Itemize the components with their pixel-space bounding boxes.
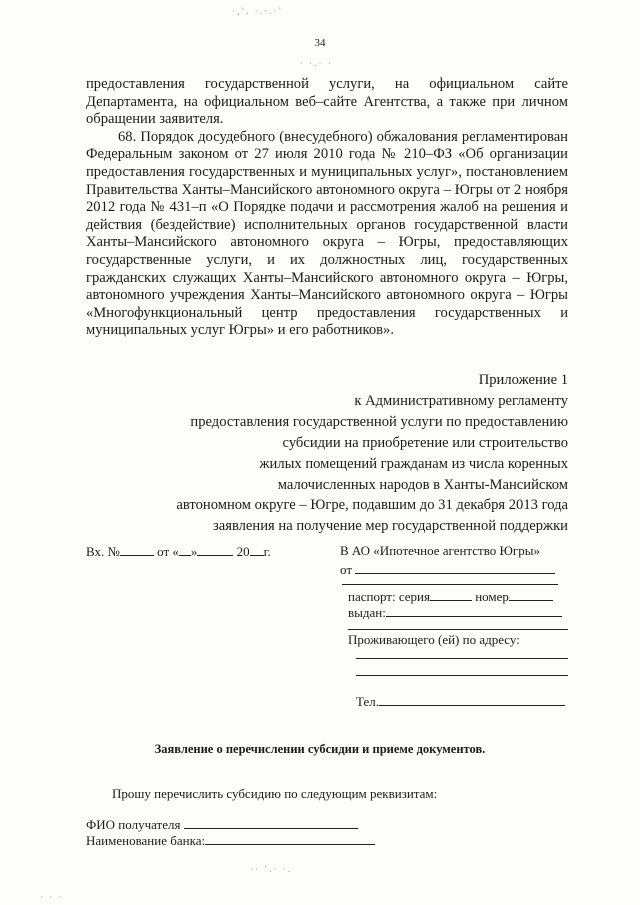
scan-smudge-top: ·,’. ·.·.·’ bbox=[232, 6, 284, 16]
applicant-name-blank[interactable] bbox=[355, 561, 555, 574]
paragraph-continuation: предоставления государственной услуги, на официальном сайте Департамента, на официальном веб–сайте Агентства, а также при личном обращении заявителя. bbox=[86, 76, 568, 128]
appendix-line: малочисленных народов в Ханты-Мансийском bbox=[277, 476, 568, 493]
scan-smudge-mid: · ·.· · bbox=[300, 58, 333, 68]
address-line-1[interactable] bbox=[356, 658, 568, 659]
phone-blank[interactable] bbox=[379, 693, 565, 706]
paragraph-68: 68. Порядок досудебного (внесудебного) обжалования регламентирован Федеральным законом от 27 июля 2010 года № 210–ФЗ «Об организации предоставления государственных и муниципальных услуг», постановлением Правительства Ханты–Мансийского автономного округа – Югры от 2 ноября 2012 года № 431–п «О Порядке подачи и рассмотрения жалоб на решения и действия (бездействие) исполнительных органов государственной власти Ханты–Мансийского автономного округа – Югры, предоставляющих государственные услуги, и их должностных лиц, государственных гражданских служащих Ханты–Мансийского автономного округа – Югры, автономного учреждения Ханты–Мансийского автономного округа – Югры «Многофункциональный центр предоставления государственных и муниципальных услуг Югры» и его работников». bbox=[86, 128, 568, 339]
addressee: В АО «Ипотечное агентство Югры» bbox=[340, 543, 540, 558]
reg-year-blank[interactable] bbox=[250, 543, 264, 556]
page-number: 34 bbox=[314, 37, 326, 49]
address-line-2[interactable] bbox=[356, 675, 568, 676]
registration-number-line: Вх. № от « » 20 г. bbox=[86, 544, 271, 559]
recipient-name-blank[interactable] bbox=[184, 816, 358, 829]
appendix-line: к Административному регламенту bbox=[354, 392, 568, 409]
appendix-line: Приложение 1 bbox=[478, 372, 568, 388]
phone-field: Тел. bbox=[356, 693, 565, 710]
request-text: Прошу перечислить субсидию по следующим реквизитам: bbox=[112, 786, 438, 801]
passport-series-blank[interactable] bbox=[430, 588, 472, 601]
reg-day-blank[interactable] bbox=[179, 543, 191, 556]
passport-field: паспорт: серия номер bbox=[348, 588, 553, 605]
residing-address-label: Проживающего (ей) по адресу: bbox=[348, 632, 520, 647]
appendix-header bbox=[120, 370, 568, 537]
from-field: от bbox=[340, 561, 555, 578]
appendix-line: субсидии на приобретение или строительство bbox=[282, 434, 568, 451]
body-text bbox=[86, 76, 568, 340]
issued-by-line-2[interactable] bbox=[348, 629, 568, 630]
statement-title: Заявление о перечислении субсидии и приеме документов. bbox=[154, 742, 486, 756]
reg-number-blank[interactable] bbox=[120, 543, 154, 556]
appendix-line: предоставления государственной услуги по предоставлению bbox=[190, 413, 568, 430]
bank-name-blank[interactable] bbox=[205, 832, 375, 845]
applicant-name-line-2[interactable] bbox=[342, 584, 558, 585]
appendix-line: заявления на получение мер государственной поддержки bbox=[213, 518, 568, 535]
reg-month-blank[interactable] bbox=[197, 543, 233, 556]
bank-name-field: Наименование банка: bbox=[86, 832, 375, 849]
scan-smudge-corner: · · · bbox=[40, 892, 64, 902]
scan-smudge-bottom: ·· ’.· ·. bbox=[250, 864, 292, 874]
appendix-line: жилых помещений гражданам из числа коренных bbox=[259, 455, 568, 472]
issued-by-blank[interactable] bbox=[386, 604, 562, 617]
recipient-name-field: ФИО получателя bbox=[86, 816, 358, 833]
issued-by-field: выдан: bbox=[348, 604, 562, 621]
appendix-line: автономном округе – Югре, подавшим до 31 декабря 2013 года bbox=[176, 497, 568, 514]
passport-number-blank[interactable] bbox=[509, 588, 553, 601]
